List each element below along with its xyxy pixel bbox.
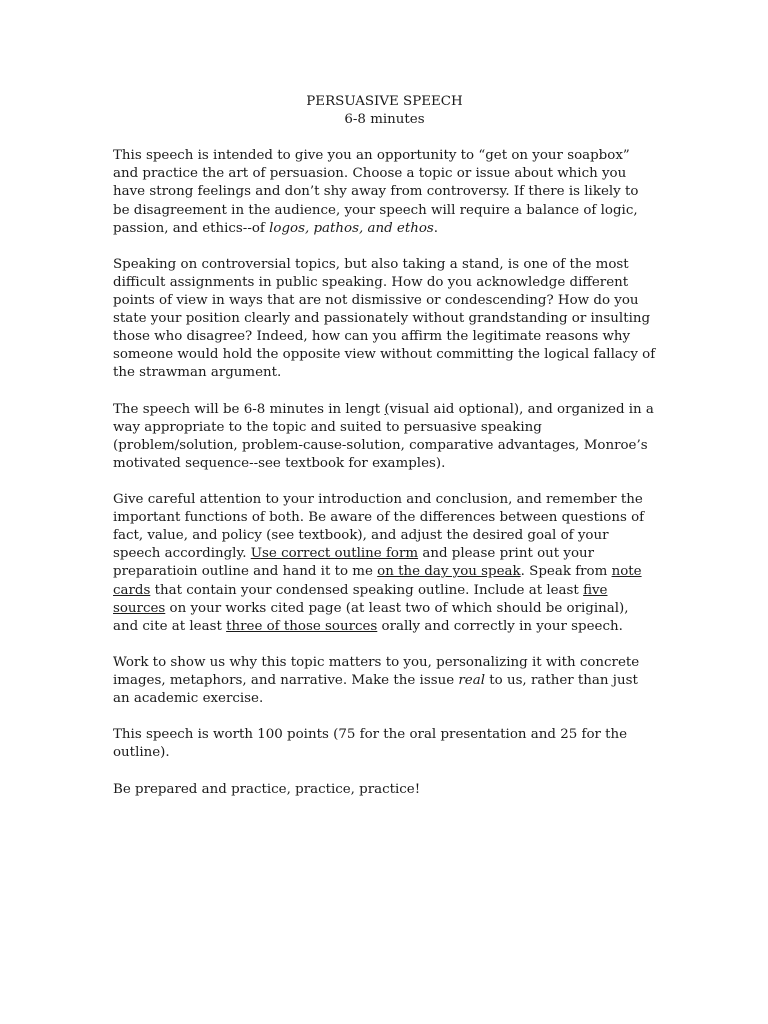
paragraph-length-organization (113, 401, 656, 473)
p4-text-d: that contain your condensed speaking outline. Include at least (150, 582, 584, 598)
p3-text-b: visual aid optional), and organized in a way appropriate to the topic and suited to persuasive speaking (problem/solution, problem-cause-solution, comparative advantages, Monroe’s motivated sequence--see textbook for examples). (113, 401, 654, 471)
p4-underline-day-you-speak: on the day you speak (377, 564, 521, 580)
paragraph-closing-text: Be prepared and practice, practice, practice! (113, 781, 421, 797)
p4-text-f: orally and correctly in your speech. (377, 618, 623, 634)
p5-text-a: Work to show us why this topic matters to you, personalizing it with concrete images, metaphors, and narrative. Make the issue (113, 654, 640, 688)
paragraph-personalize (113, 654, 656, 708)
p3-underline: ( (384, 401, 390, 417)
p5-italic-real: real (458, 673, 485, 688)
paragraph-intro-italic: logos, pathos, and ethos (269, 220, 434, 236)
paragraph-controversial-text: Speaking on controversial topics, but also taking a stand, is one of the most difficult assignments in public speaking. How do you acknowledge different points of view in ways that are not dismissive or condescending? How do you state your position clearly and passionately without grandstanding or insulting those who disagree? Indeed, how can you affirm the legitimate reasons why someone would hold the opposite view without committing the logical fallacy of the strawman argument. (113, 256, 656, 381)
paragraph-introduction-conclusion (113, 491, 656, 636)
paragraph-intro-text: This speech is intended to give you an opportunity to “get on your soapbox” and practice the art of persuasion. Choose a topic or issue about which you have strong feelings and don’t shy away from controversy. If there is likely to be disagreement in the audience, your speech will require a balance of logic, passion, and ethics--of (113, 148, 639, 236)
p4-text-e: on your works cited page (at least two of which should be original), and cite at least (113, 600, 629, 634)
document-subtitle: 6-8 minutes (344, 112, 425, 128)
paragraph-intro (113, 147, 656, 237)
paragraph-controversial-topics (113, 256, 656, 383)
p4-underline-outline-form: Use correct outline form (250, 546, 419, 562)
p4-underline-five-sources: five sources (113, 582, 608, 616)
title-block (113, 93, 656, 129)
p3-text-a: The speech will be 6-8 minutes in lengt (113, 401, 385, 417)
p4-text-c: . Speak from (520, 564, 612, 580)
p5-text-b: to us, rather than just an academic exercise. (113, 673, 638, 707)
p4-text-b: and please print out your preparatioin outline and hand it to me (113, 546, 595, 580)
paragraph-points-text: This speech is worth 100 points (75 for the oral presentation and 25 for the outline). (113, 727, 628, 761)
p4-text-a: Give careful attention to your introduction and conclusion, and remember the important functions of both. Be aware of the differences between questions of fact, value, and policy (see textbook), and adjust the desired goal of your speech accordingly. (113, 492, 645, 562)
p4-underline-note-cards: note cards (113, 564, 642, 598)
paragraph-closing (113, 781, 656, 799)
p4-underline-three-sources: three of those sources (226, 618, 378, 634)
document-title: PERSUASIVE SPEECH (306, 94, 463, 109)
paragraph-intro-end: . (433, 220, 439, 236)
paragraph-points (113, 726, 656, 762)
